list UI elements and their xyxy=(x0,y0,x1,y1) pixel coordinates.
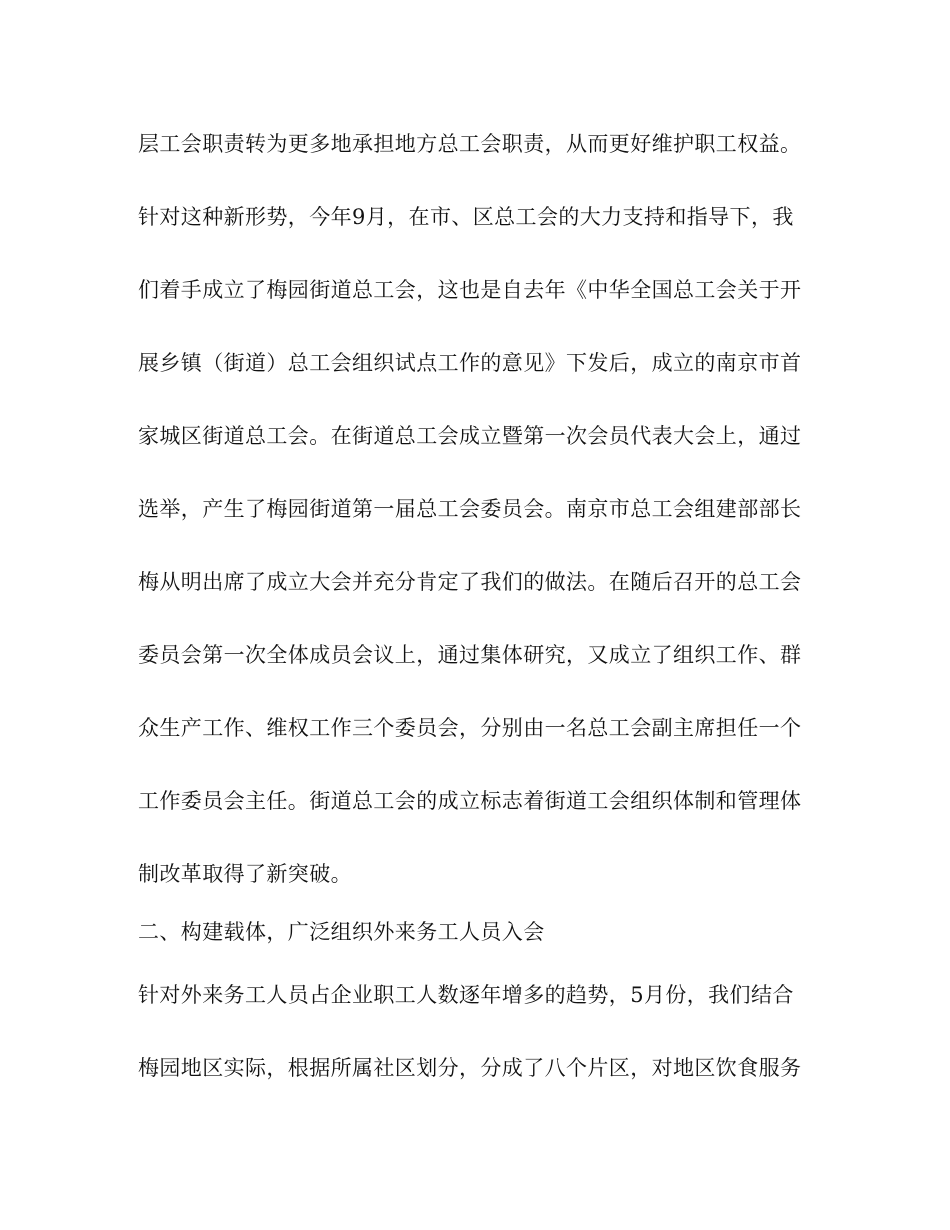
paragraph-line: 委员会第一次全体成员会议上，通过集体研究，又成立了组织工作、群 xyxy=(138,643,802,667)
paragraph-line: 针对这种新形势，今年9月，在市、区总工会的大力支持和指导下，我 xyxy=(138,205,794,229)
section-heading: 二、构建载体，广泛组织外来务工人员入会 xyxy=(138,920,545,944)
paragraph-line: 层工会职责转为更多地承担地方总工会职责，从而更好维护职工权益。 xyxy=(138,132,802,156)
paragraph-line: 梅从明出席了成立大会并充分肯定了我们的做法。在随后召开的总工会 xyxy=(138,570,802,594)
paragraph-line: 梅园地区实际，根据所属社区划分，分成了八个片区，对地区饮食服务 xyxy=(138,1056,802,1080)
paragraph-line: 选举，产生了梅园街道第一届总工会委员会。南京市总工会组建部部长 xyxy=(138,497,802,521)
paragraph-line: 展乡镇（街道）总工会组织试点工作的意见》下发后，成立的南京市首 xyxy=(138,351,802,375)
paragraph-line: 制改革取得了新突破。 xyxy=(138,862,352,886)
paragraph-line: 针对外来务工人员占企业职工人数逐年增多的趋势，5月份，我们结合 xyxy=(138,983,794,1007)
paragraph-line: 工作委员会主任。街道总工会的成立标志着街道工会组织体制和管理体 xyxy=(138,789,802,813)
paragraph-line: 家城区街道总工会。在街道总工会成立暨第一次会员代表大会上，通过 xyxy=(138,424,802,448)
paragraph-line: 众生产工作、维权工作三个委员会，分别由一名总工会副主席担任一个 xyxy=(138,716,802,740)
paragraph-line: 们着手成立了梅园街道总工会，这也是自去年《中华全国总工会关于开 xyxy=(138,278,802,302)
